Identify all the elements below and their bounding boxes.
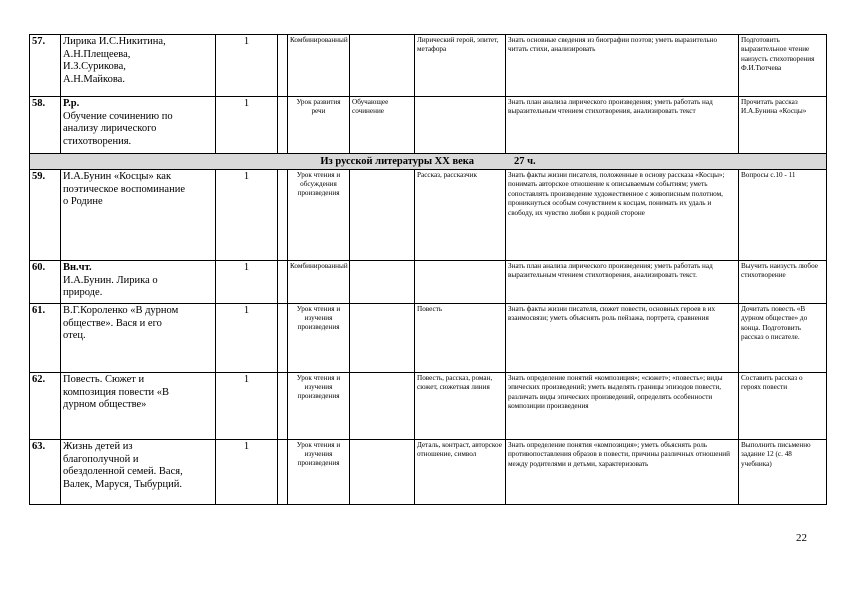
lesson-terms: Повесть — [415, 304, 506, 373]
topic-line: В.Г.Короленко «В дурном — [63, 305, 179, 316]
lesson-number: 60. — [30, 261, 61, 304]
lesson-topic — [61, 304, 216, 373]
knowledge-requirements: Знать факты жизни писателя, положенные в основу рассказа «Косцы»; понимать авторское отношение к описываемым событиям; уметь сопоставлять произведение художественное с живописным полотном, проникнуться особым сочувствием к косцам, понимать их удаль и свободу, их чувство любви к родной стороне — [506, 170, 739, 261]
topic-line: А.Н.Плещеева, — [63, 48, 131, 60]
topic-category: Вн.чт. — [63, 262, 92, 273]
homework: Дочитать повесть «В дурном обществе» до конца. Подготовить рассказ о писателе. — [739, 304, 827, 373]
topic-line: благополучной и — [63, 453, 139, 465]
topic-line: И.З.Сурикова, — [63, 61, 126, 72]
lesson-terms: Деталь, контраст, авторское отношение, символ — [415, 440, 506, 505]
lesson-topic — [61, 261, 216, 304]
lesson-type: Комбинированный — [288, 261, 350, 304]
homework: Прочитать рассказ И.А.Бунина «Косцы» — [739, 97, 827, 154]
homework: Вопросы с.10 - 11 — [739, 170, 827, 261]
date-cell — [278, 97, 288, 154]
lesson-type: Комбинированный — [288, 35, 350, 97]
knowledge-requirements: Знать план анализа лирического произведения; уметь работать над выразительным чтением стихотворения, анализировать текст — [506, 97, 739, 154]
lesson-type: Урок чтения и изучения произведения — [288, 440, 350, 505]
homework: Выучить наизусть любое стихотворение — [739, 261, 827, 304]
topic-line: природе. — [63, 287, 103, 298]
topic-line: А.Н.Майкова. — [63, 73, 125, 85]
lesson-terms: Рассказ, рассказчик — [415, 170, 506, 261]
lesson-type: Урок чтения и изучения произведения — [288, 304, 350, 373]
topic-line: анализу лирического — [63, 123, 157, 134]
lesson-topic — [61, 373, 216, 440]
lesson-number: 59. — [30, 170, 61, 261]
control-type: Обучающее сочинение — [350, 97, 415, 154]
lesson-hours: 1 — [216, 440, 278, 505]
lesson-topic — [61, 35, 216, 97]
control-type — [350, 170, 415, 261]
section-header — [30, 154, 827, 170]
section-hours: 27 ч. — [513, 156, 536, 167]
date-cell — [278, 35, 288, 97]
date-cell — [278, 440, 288, 505]
lesson-row — [30, 170, 827, 261]
lesson-topic — [61, 97, 216, 154]
section-header-row — [30, 154, 827, 170]
lesson-terms: Лирический герой, эпитет, метафора — [415, 35, 506, 97]
date-cell — [278, 170, 288, 261]
lesson-number: 62. — [30, 373, 61, 440]
control-type — [350, 35, 415, 97]
lesson-hours: 1 — [216, 373, 278, 440]
control-type — [350, 261, 415, 304]
topic-line: отец. — [63, 330, 86, 341]
lesson-row — [30, 304, 827, 373]
lesson-hours: 1 — [216, 97, 278, 154]
lesson-plan-body — [30, 35, 827, 505]
lesson-number: 58. — [30, 97, 61, 154]
topic-line: обездоленной семей. Вася, — [63, 466, 183, 477]
lesson-topic — [61, 170, 216, 261]
lesson-hours: 1 — [216, 170, 278, 261]
lesson-terms — [415, 97, 506, 154]
date-cell — [278, 304, 288, 373]
topic-line: Валек, Маруся, Тыбурций. — [63, 478, 182, 490]
lesson-type: Урок развития речи — [288, 97, 350, 154]
lesson-number: 57. — [30, 35, 61, 97]
knowledge-requirements: Знать определение понятия «композиция»; уметь объяснять роль противопоставления образов в повести, причины различных отношений между родителями и детьми, характеризовать — [506, 440, 739, 505]
control-type — [350, 373, 415, 440]
page-number: 22 — [796, 532, 807, 544]
topic-line: дурном обществе» — [63, 399, 147, 410]
date-cell — [278, 373, 288, 440]
topic-line: Обучение сочинению по — [63, 110, 173, 122]
lesson-terms: Повесть, рассказ, роман, сюжет, сюжетная линия — [415, 373, 506, 440]
lesson-row — [30, 97, 827, 154]
topic-line: И.А.Бунин «Косцы» как — [63, 171, 172, 182]
homework: Выполнить письменно задание 12 (с. 48 учебника) — [739, 440, 827, 505]
lesson-plan-table — [29, 34, 827, 505]
topic-line: И.А.Бунин. Лирика о — [63, 274, 158, 286]
lesson-row — [30, 440, 827, 505]
topic-line: Повесть. Сюжет и — [63, 374, 145, 385]
section-title: Из русской литературы XX века — [320, 156, 474, 167]
topic-line: композиция повести «В — [63, 386, 170, 398]
knowledge-requirements: Знать факты жизни писателя, сюжет повести, основных героев в их взаимосвязи; уметь объяснять роль пейзажа, портрета, сравнения — [506, 304, 739, 373]
date-cell — [278, 261, 288, 304]
knowledge-requirements: Знать определение понятий «композиция»; «сюжет»; «повесть»; виды эпических произведений; уметь выделять границы эпизодов повести, различать виды эпических произведений, определять особенности композиции произведения — [506, 373, 739, 440]
homework: Подготовить выразительное чтение наизусть стихотворения Ф.И.Тютчева — [739, 35, 827, 97]
topic-line: Жизнь детей из — [63, 441, 133, 452]
lesson-type: Урок чтения и изучения произведения — [288, 373, 350, 440]
topic-line: стихотворения. — [63, 135, 132, 147]
topic-category: Р.р. — [63, 98, 80, 109]
lesson-row — [30, 35, 827, 97]
lesson-number: 61. — [30, 304, 61, 373]
lesson-topic — [61, 440, 216, 505]
topic-line: о Родине — [63, 196, 103, 207]
lesson-row — [30, 373, 827, 440]
homework: Составить рассказ о героях повести — [739, 373, 827, 440]
control-type — [350, 440, 415, 505]
lesson-hours: 1 — [216, 261, 278, 304]
topic-line: обществе». Вася и его — [63, 317, 162, 329]
lesson-terms — [415, 261, 506, 304]
lesson-row — [30, 261, 827, 304]
topic-line: поэтическое воспоминание — [63, 183, 185, 195]
control-type — [350, 304, 415, 373]
knowledge-requirements: Знать план анализа лирического произведения; уметь работать над выразительным чтением стихотворения, анализировать текст. — [506, 261, 739, 304]
lesson-type: Урок чтения и обсуждения произведения — [288, 170, 350, 261]
lesson-hours: 1 — [216, 304, 278, 373]
lesson-number: 63. — [30, 440, 61, 505]
lesson-plan-sheet — [29, 34, 826, 505]
knowledge-requirements: Знать основные сведения из биографии поэтов; уметь выразительно читать стихи, анализировать — [506, 35, 739, 97]
lesson-hours: 1 — [216, 35, 278, 97]
topic-line: Лирика И.С.Никитина, — [63, 36, 166, 47]
